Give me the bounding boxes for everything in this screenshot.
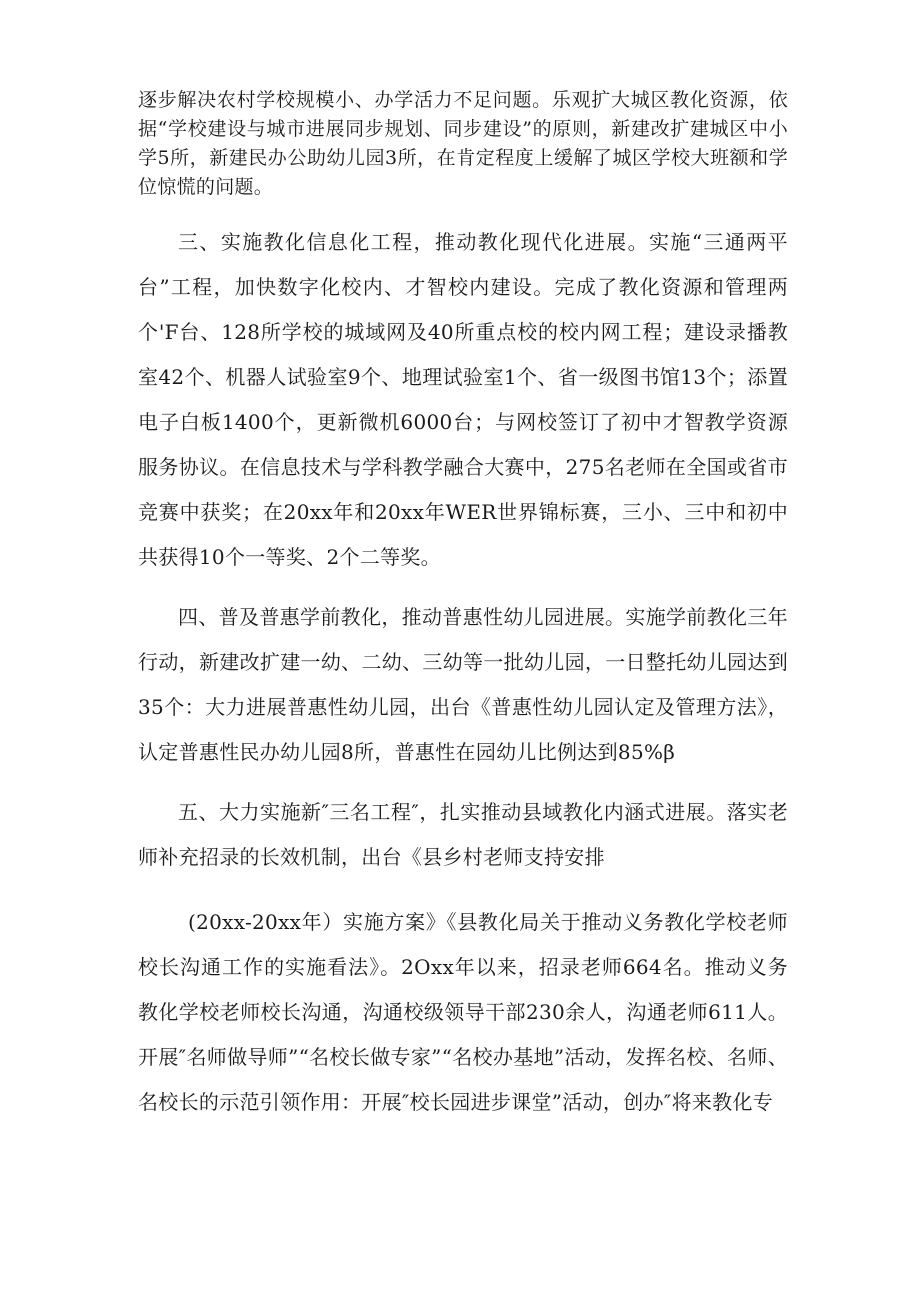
paragraph-section-five: 五、大力实施新″三名工程″，扎实推动县域教化内涵式进展。落实老师补充招录的长效机制，出台《县乡村老师支持安排: [138, 800, 788, 869]
paragraph-section-three: 三、实施教化信息化工程，推动教化现代化进展。实施“三通两平台”工程，加快数字化校内、才智校内建设。完成了教化资源和管理两个'F台、128所学校的城域网及40所重点校的校内网工程；建设录播教室42个、机器人试验室9个、地理试验室1个、省一级图书馆13个；添置电子白板1400个，更新微机6000台；与网校签订了初中才智教学资源服务协议。在信息技术与学科教学融合大赛中，275名老师在全国或省市竞赛中获奖；在20xx年和20xx年WER世界锦标赛，三小、三中和初中共获得10个一等奖、2个二等奖。: [138, 230, 788, 569]
paragraph-section-four: 四、普及普惠学前教化，推动普惠性幼儿园进展。实施学前教化三年行动，新建改扩建一幼、二幼、三幼等一批幼儿园，一日整托幼儿园达到35个：大力进展普惠性幼儿园，出台《普惠性幼儿园认定及管理方法》，认定普惠性民办幼儿园8所，普惠性在园幼儿比例达到85%β: [138, 605, 788, 764]
paragraph-rural-schools: 逐步解决农村学校规模小、办学活力不足问题。乐观扩大城区教化资源，依据“学校建设与城市进展同步规划、同步建设”的原则，新建改扩建城区中小学5所，新建民办公助幼儿园3所，在肯定程度上缓解了城区学校大班额和学位惊慌的问题。: [138, 89, 788, 198]
paragraph-section-five-continued: (20xx-20xx年）实施方案》《县教化局关于推动义务教化学校老师校长沟通工作的实施看法》。2Oxx年以来，招录老师664名。推动义务教化学校老师校长沟通，沟通校级领导干部230余人，沟通老师611人。开展″名师做导师”“名校长做专家”“名校办基地”活动，发挥名校、名师、名校长的示范引领作用：开展″校长园进步课堂”活动，创办″将来教化专: [138, 910, 788, 1114]
